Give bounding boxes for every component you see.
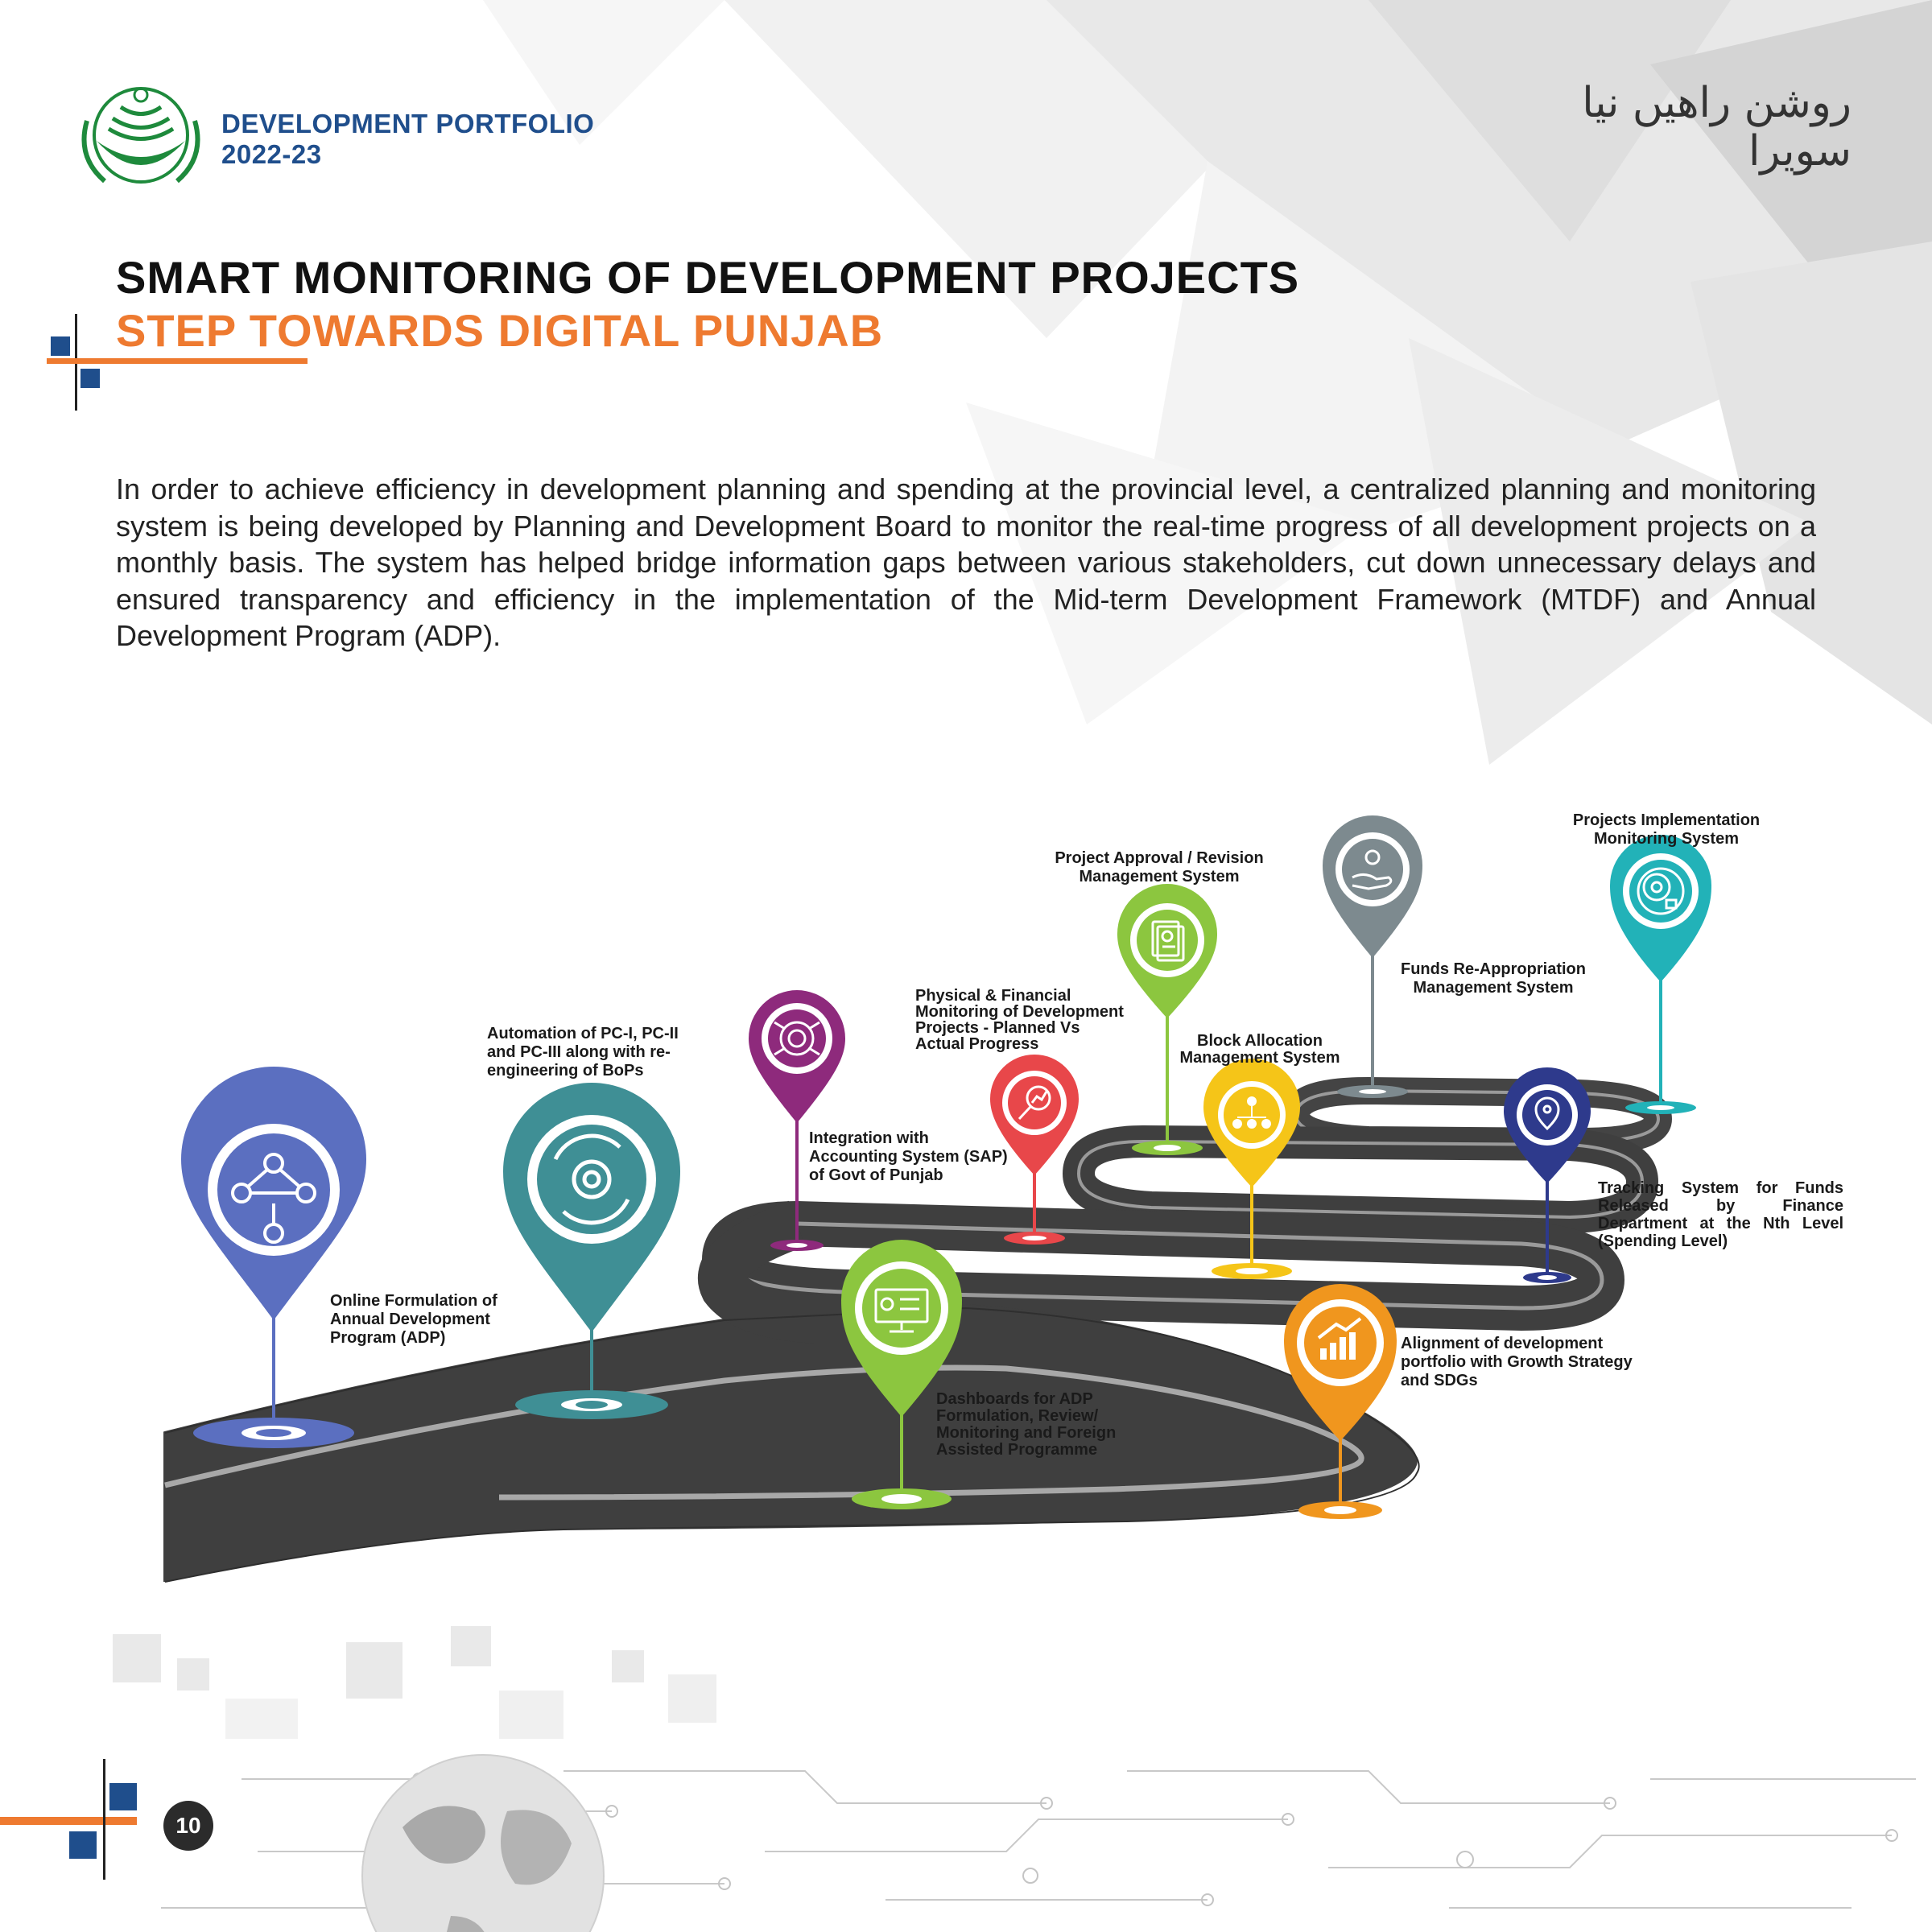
pin-funds-reappropriation bbox=[1323, 815, 1422, 958]
page-number: 10 bbox=[163, 1801, 213, 1851]
milestone-label-alignment: Alignment of development portfolio with Growth Strategy and SDGs bbox=[1401, 1335, 1633, 1389]
circuit-nodes bbox=[413, 1773, 1897, 1905]
milestone-label-block-allocation: Block Allocation Management System bbox=[1179, 1032, 1340, 1067]
portfolio-year: 2022-23 bbox=[221, 139, 322, 169]
portfolio-header bbox=[221, 109, 594, 170]
milestone-label-pc-automation: Automation of PC-I, PC-II and PC-III along with re-engineering of BoPs bbox=[487, 1025, 679, 1080]
punjab-emblem bbox=[84, 89, 197, 182]
milestone-label-projects-implementation: Projects Implementation Monitoring System bbox=[1572, 811, 1761, 848]
pin-projects-implementation bbox=[1610, 835, 1711, 982]
urdu-slogan: روشن راھیں نیا سویرا bbox=[1582, 79, 1852, 175]
milestone-label-funds-reappropriation: Funds Re-Appropriation Management System bbox=[1401, 960, 1586, 997]
portfolio-title: DEVELOPMENT PORTFOLIO bbox=[221, 109, 595, 138]
milestone-label-physical-financial: Physical & Financial Monitoring of Development Projects - Planned Vs Actual Progress bbox=[915, 987, 1124, 1053]
globe-graphic bbox=[362, 1755, 604, 1932]
page-title: SMART MONITORING OF DEVELOPMENT PROJECTS bbox=[116, 252, 1300, 303]
milestone-label-project-approval: Project Approval / Revision Management System bbox=[1055, 849, 1264, 886]
milestone-label-adp: Online Formulation of Annual Development Program (ADP) bbox=[330, 1292, 497, 1347]
page-subtitle: STEP TOWARDS DIGITAL PUNJAB bbox=[116, 305, 884, 356]
pin-sap-integration bbox=[749, 990, 845, 1123]
pin-project-approval bbox=[1117, 884, 1217, 1018]
footer-accent bbox=[0, 1759, 137, 1880]
pixel-squares bbox=[113, 1626, 716, 1739]
intro-paragraph: In order to achieve efficiency in development planning and spending at the provincial level, a centralized planning and monitoring system is being developed by Planning and Development Board to monitor the real-time progress of all development projects on a monthly basis. The system has helped bridge information gaps between various stakeholders, cut down unnecessary delays and ensured transparency and efficiency in the implementation of the Mid-term Development Framework (MTDF) and Annual Development Program (ADP). bbox=[116, 473, 1816, 652]
pin-adp bbox=[181, 1067, 366, 1320]
milestone-label-sap: Integration with Accounting System (SAP) of Govt of Punjab bbox=[809, 1129, 1008, 1184]
milestone-label-tracking: Tracking System for Funds Released by Finance Department at the Nth Level (Spending Level) bbox=[1598, 1179, 1843, 1250]
milestone-label-dashboards: Dashboards for ADP Formulation, Review/ Monitoring and Foreign Assisted Programme bbox=[936, 1390, 1117, 1459]
pin-tracking-system bbox=[1504, 1067, 1591, 1183]
pin-pc-automation bbox=[503, 1083, 680, 1332]
pin-block-allocation bbox=[1203, 1059, 1300, 1187]
document-check-icon bbox=[1153, 922, 1183, 960]
